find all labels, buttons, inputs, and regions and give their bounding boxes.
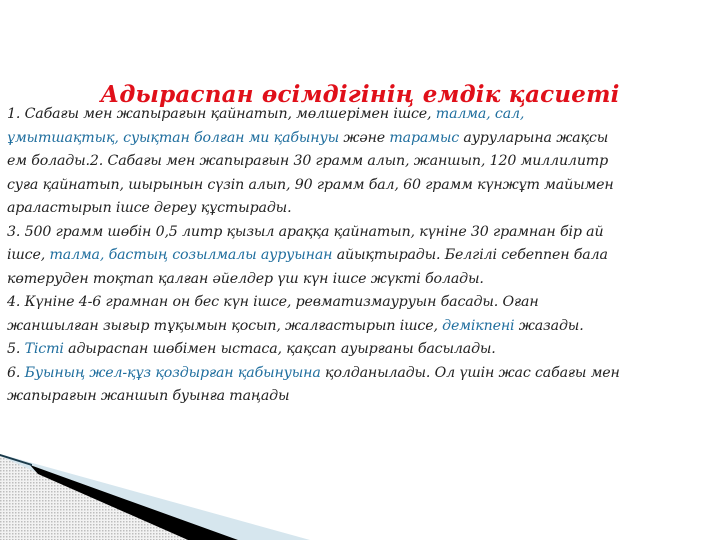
text-segment: 6. <box>7 364 25 381</box>
highlighted-term: демікпені <box>442 317 515 334</box>
text-segment: жапырағын жаншып буынға таңады <box>7 388 290 404</box>
text-line <box>7 174 719 198</box>
text-line <box>7 315 719 339</box>
text-segment: 3. 500 грамм шөбін 0,5 литр қызыл араққа қайнатып, күніне 30 грамнан бір ай <box>7 223 604 240</box>
text-segment: жаншылған зығыр тұқымын қосып, жалғастырып ішсе, <box>7 317 443 334</box>
text-line <box>7 268 719 292</box>
text-line <box>7 221 719 245</box>
text-line <box>7 362 719 386</box>
text-segment: 1. Сабағы мен жапырағын қайнатып, мөлшерімен ішсе, <box>7 106 436 122</box>
text-segment: суға қайнатып, шырынын сүзіп алып, 90 грамм бал, 60 грамм күнжұт майымен <box>7 176 614 193</box>
text-line <box>7 244 719 268</box>
text-segment: ем болады.2. Сабағы мен жапырағын 30 грамм алып, жаншып, 120 миллилитр <box>7 153 609 169</box>
text-segment: қолданылады. Ол үшін жас сабағы мен <box>320 364 620 381</box>
text-segment: араластырып ішсе дереу құстырады. <box>7 200 292 216</box>
highlighted-term: Тісті <box>24 341 64 357</box>
text-line <box>7 197 719 221</box>
corner-stripes-decoration <box>0 440 720 540</box>
text-line <box>7 385 719 409</box>
text-segment: адыраспан шөбімен ыстаса, қақсап ауырғаны басылады. <box>63 341 496 357</box>
text-line <box>7 103 719 127</box>
text-segment: айықтырады. Белгілі себеппен бала <box>332 247 608 263</box>
highlighted-term: талма, бастың созылмалы ауруынан <box>49 247 333 263</box>
text-segment: ішсе, <box>7 247 50 263</box>
text-segment: және <box>338 129 390 146</box>
text-segment: ауруларына жақсы <box>459 129 609 146</box>
highlighted-term: талма, сал, <box>435 106 525 122</box>
highlighted-term: ұмытшақтық, суықтан болған ми қабынуы <box>7 129 339 146</box>
text-line <box>7 291 719 315</box>
text-line <box>7 127 719 151</box>
slide-body-text <box>7 103 719 409</box>
text-segment: көтеруден тоқтап қалған әйелдер үш күн ішсе жүкті болады. <box>7 270 484 287</box>
text-segment: 4. Күніне 4-6 грамнан он бес күн ішсе, ревматизмауруын басады. Оған <box>7 294 539 310</box>
text-line <box>7 338 719 362</box>
highlighted-term: тарамыс <box>389 129 460 146</box>
highlighted-term: Буының жел-құз қоздырған қабынуына <box>24 364 321 381</box>
text-segment: жазады. <box>514 317 584 334</box>
text-segment: 5. <box>7 341 25 357</box>
text-line <box>7 150 719 174</box>
slide-title: Адыраспан өсімдігінің емдік қасиеті <box>100 81 620 109</box>
